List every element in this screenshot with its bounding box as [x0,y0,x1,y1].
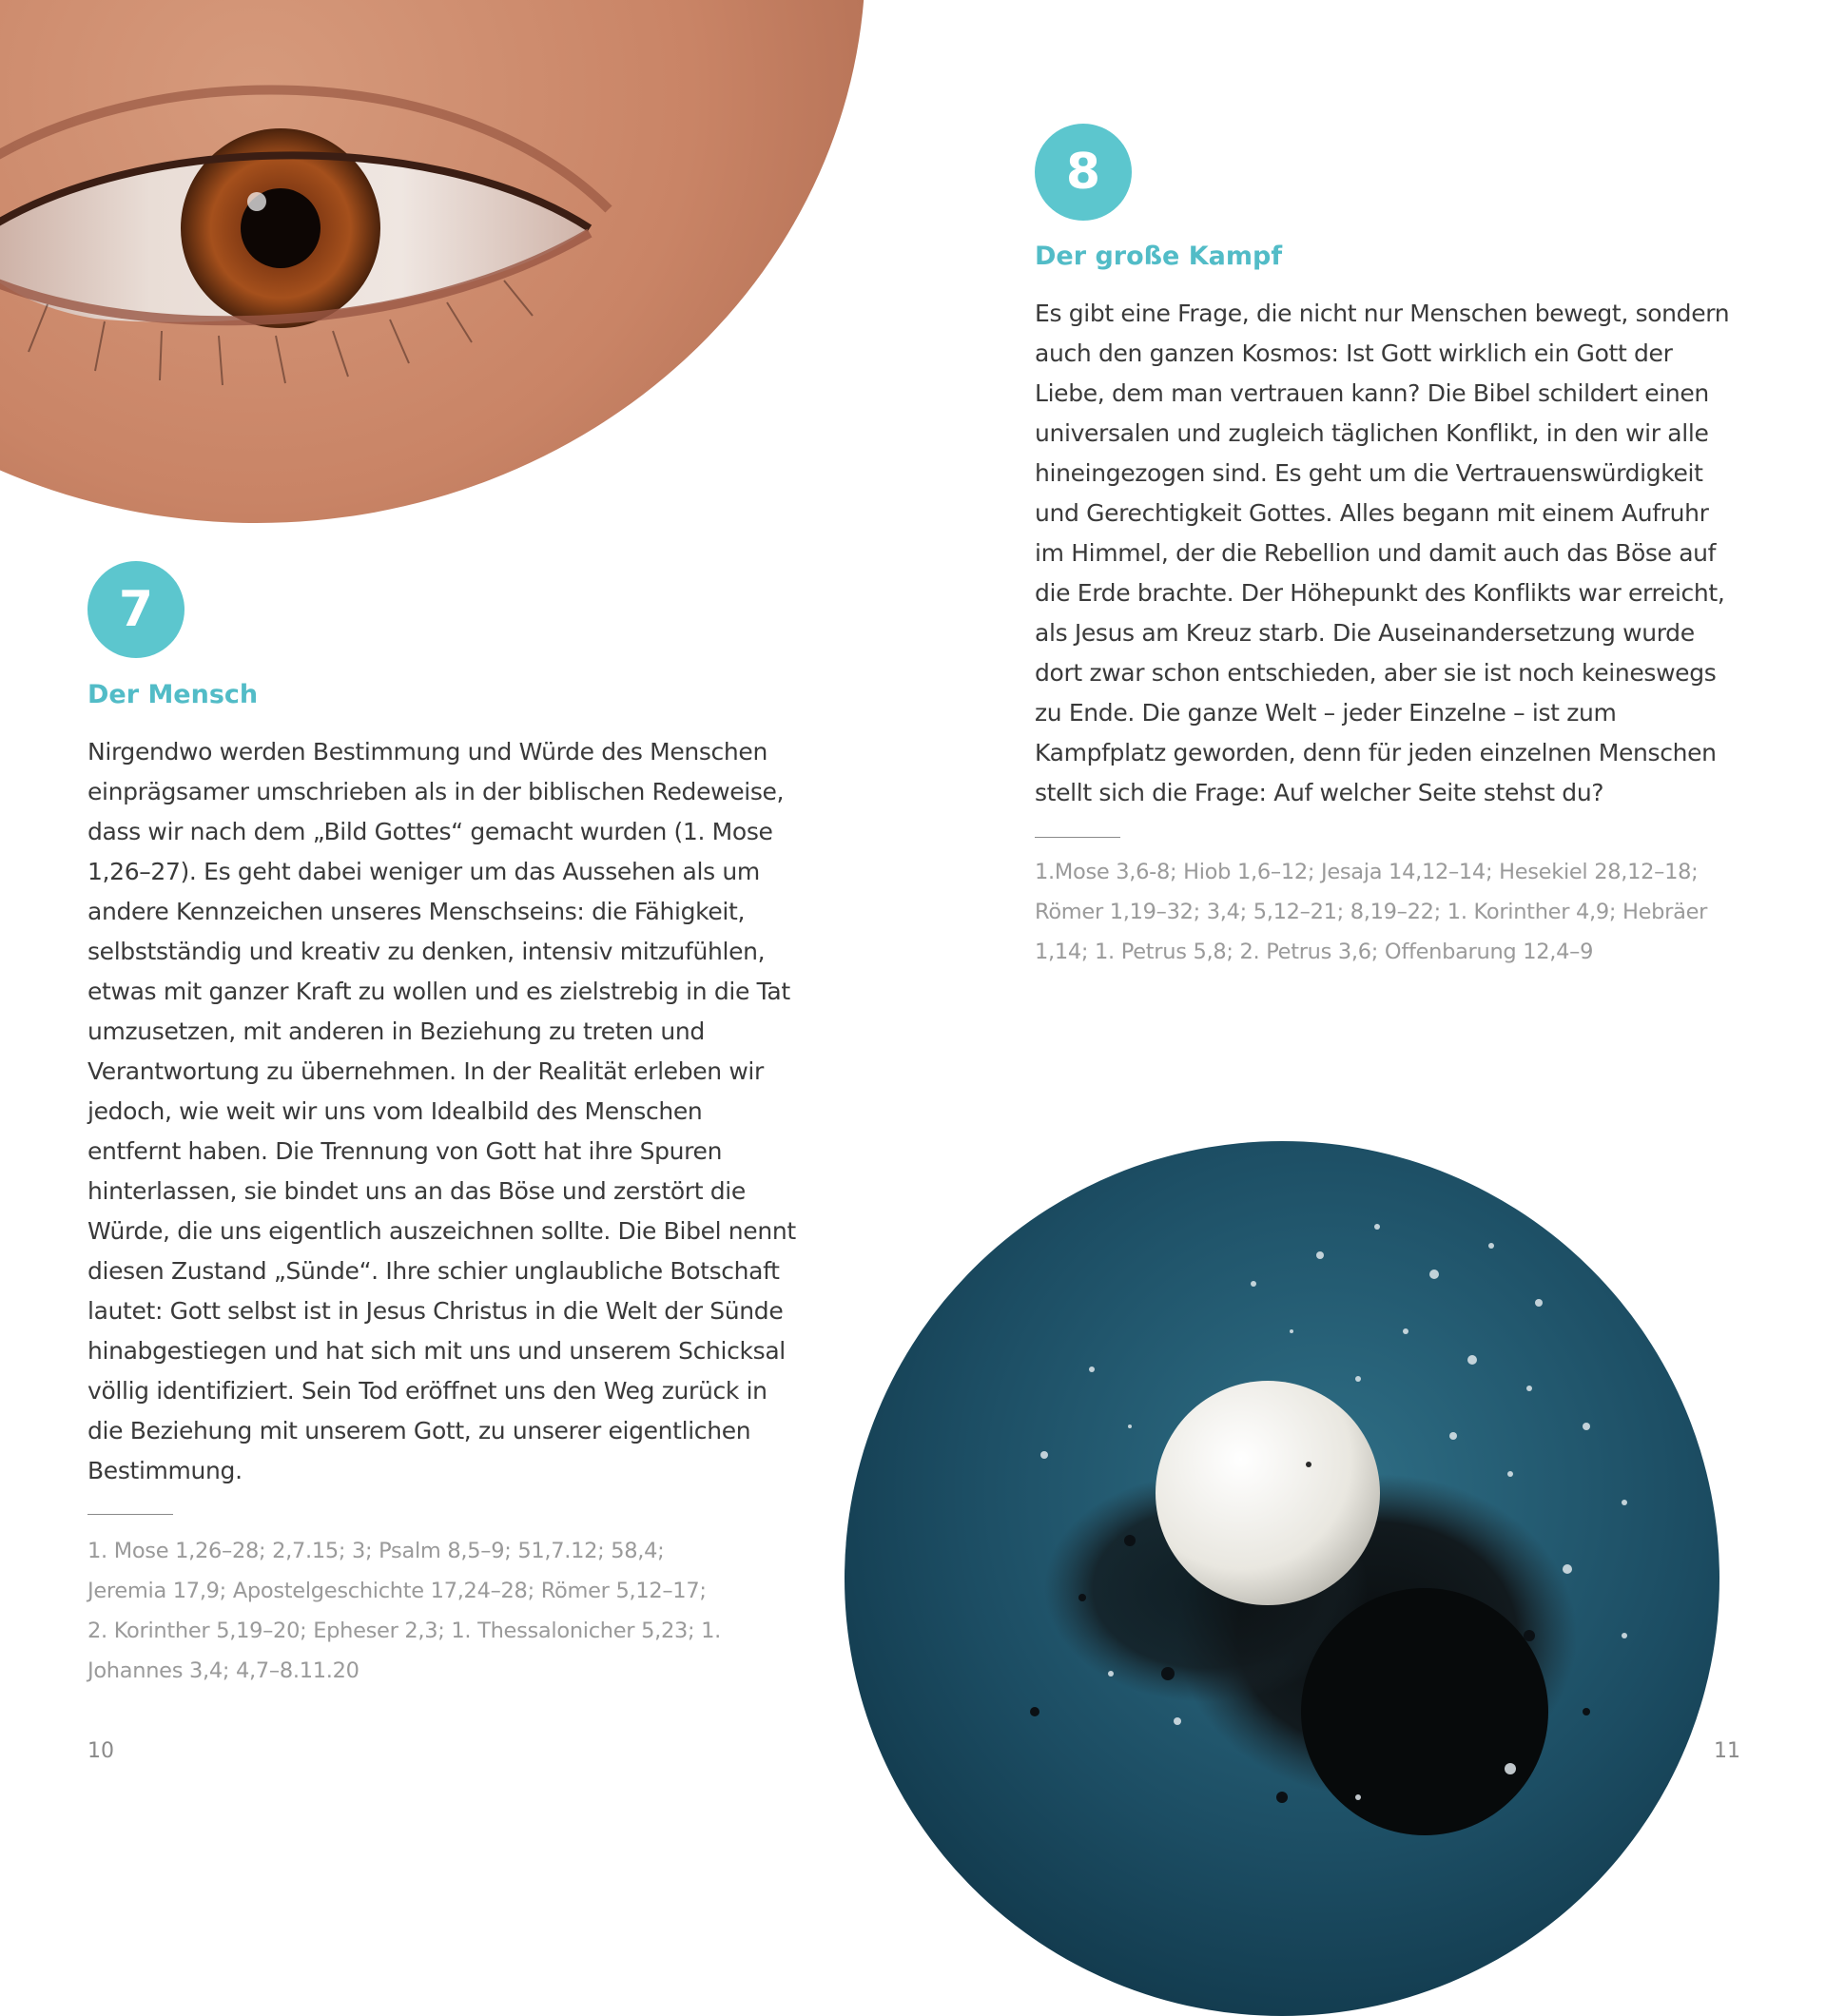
section-heading-der-mensch: Der Mensch [87,680,259,709]
bible-references-der-mensch: 1. Mose 1,26–28; 2,7.15; 3; Psalm 8,5–9; 51,7.12; 58,4; Jeremia 17,9; Apostelgeschichte 17,24–28; Römer 5,12–17; 2. Korinther 5,19–20; Epheser 2,3; 1. Thessalonicher 5,23; 1. Johannes 3,4; 4,7–8.11.20 [87,1539,722,1683]
references-divider [87,1514,173,1515]
section-number: 8 [1065,144,1101,201]
section-heading-der-grosse-kampf: Der große Kampf [1035,242,1283,271]
bible-references-der-grosse-kampf: 1.Mose 3,6-8; Hiob 1,6–12; Jesaja 14,12–14; Hesekiel 28,12–18; Römer 1,19–32; 3,4; 5,12–21; 8,19–22; 1. Korinther 4,9; Hebräer 1,14; 1. Petrus 5,8; 2. Petrus 3,6; Offenbarung 12,4–9 [1035,860,1708,964]
section-number-badge-8 [1035,124,1132,221]
references-divider [1035,837,1120,838]
section-body-der-mensch: Nirgendwo werden Bestimmung und Würde des Menschen einprägsamer umschrieben als in der biblischen Redeweise, dass wir nach dem „Bild Gottes“ gemacht wurden (1. Mose 1,26–27). Es geht dabei weniger um das Aussehen als um andere Kennzeichen unseres Menschseins: die Fähigkeit, selbstständig und kreativ zu denken, intensiv mitzufühlen, etwas mit ganzer Kraft zu wollen und es zielstrebig in die Tat umzusetzen, mit anderen in Beziehung zu treten und Verantwortung zu übernehmen. In der Realität erleben wir jedoch, wie weit wir uns vom Idealbild des Menschen entfernt haben. Die Trennung von Gott hat ihre Spuren hinterlassen, sie bindet uns an das Böse und zerstört die Würde, die uns eigentlich auszeichnen sollte. Die Bibel nennt diesen Zustand „Sünde“. Ihre schier unglaubliche Botschaft lautet: Gott selbst ist in Jesus Christus in die Welt der Sünde hinabgestiegen und hat sich mit uns und unserem Schicksal völlig identifiziert. Sein Tod eröffnet uns den Weg zurück in die Beziehung mit unserem Gott, zu unserer eigentlichen Bestimmung. [87,738,796,1484]
white-ball-explosion-underwater-photo [845,1141,1719,2016]
page-number-right: 11 [1714,1739,1740,1763]
page-number-left: 10 [87,1739,114,1763]
section-number-badge-7 [87,561,185,658]
eye-closeup-photo [0,0,865,523]
section-body-der-grosse-kampf: Es gibt eine Frage, die nicht nur Menschen bewegt, sondern auch den ganzen Kosmos: Ist Gott wirklich ein Gott der Liebe, dem man vertrauen kann? Die Bibel schildert einen universalen und zugleich täglichen Konflikt, in den wir alle hineingezogen sind. Es geht um die Vertrauenswürdigkeit und Gerechtigkeit Gottes. Alles begann mit einem Aufruhr im Himmel, der die Rebellion und damit auch das Böse auf die Erde brachte. Der Höhepunkt des Konflikts war erreicht, als Jesus am Kreuz starb. Die Auseinandersetzung wurde dort zwar schon entschieden, aber sie ist noch keineswegs zu Ende. Die ganze Welt – jeder Einzelne – ist zum Kampfplatz geworden, denn für jeden einzelnen Menschen stellt sich die Frage: Auf welcher Seite stehst du? [1035,300,1730,806]
section-number: 7 [118,581,154,638]
